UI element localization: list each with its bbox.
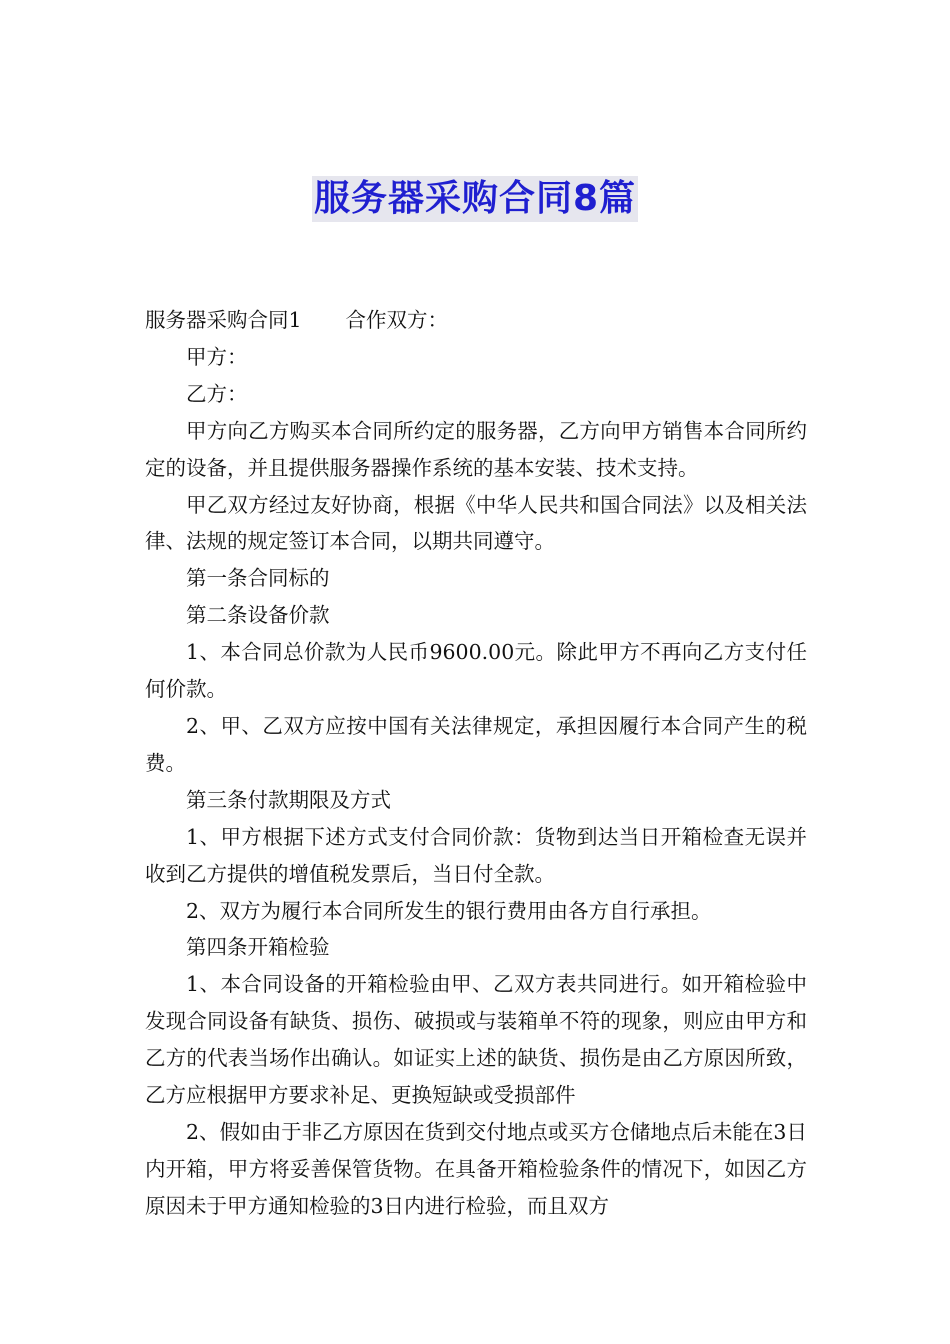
- article-3-heading: 第三条付款期限及方式: [186, 787, 391, 812]
- party-a-line: 甲方：: [186, 344, 248, 369]
- article-4-heading: 第四条开箱检验: [186, 935, 330, 960]
- article-2-clause-1: 1、本合同总价款为人民币9600.00元。除此甲方不再向乙方支付任何价款。: [145, 640, 807, 702]
- contract-heading-line: [145, 302, 807, 339]
- article-4-clause-1: 1、本合同设备的开箱检验由甲、乙双方表共同进行。如开箱检验中发现合同设备有缺货、损伤、破损或与装箱单不符的现象，则应由甲方和乙方的代表当场作出确认。如证实上述的缺货、损伤是由乙方原因所致，乙方应根据甲方要求补足、更换短缺或受损部件: [145, 972, 807, 1108]
- title-container: [0, 176, 950, 222]
- party-b-line: 乙方：: [186, 381, 248, 406]
- parties-label: 合作双方：: [345, 308, 449, 332]
- article-3-clause-2: 2、双方为履行本合同所发生的银行费用由各方自行承担。: [186, 898, 712, 923]
- article-2-heading: 第二条设备价款: [186, 603, 330, 628]
- article-1-heading: 第一条合同标的: [186, 566, 330, 591]
- article-4-clause-2: 2、假如由于非乙方原因在货到交付地点或买方仓储地点后未能在3日内开箱，甲方将妥善保管货物。在具备开箱检验条件的情况下，如因乙方原因未于甲方通知检验的3日内进行检验，而且双方: [145, 1119, 807, 1218]
- document-title: 服务器采购合同8篇: [312, 176, 638, 222]
- contract-label: 服务器采购合同1: [145, 308, 302, 332]
- document-body: [145, 302, 807, 1225]
- paragraph-agreement: 甲乙双方经过友好协商，根据《中华人民共和国合同法》以及相关法律、法规的规定签订本合同，以期共同遵守。: [145, 492, 807, 554]
- paragraph-purpose: 甲方向乙方购买本合同所约定的服务器，乙方向甲方销售本合同所约定的设备，并且提供服务器操作系统的基本安装、技术支持。: [145, 418, 807, 480]
- article-3-clause-1: 1、甲方根据下述方式支付合同价款：货物到达当日开箱检查无误并收到乙方提供的增值税发票后，当日付全款。: [145, 824, 807, 886]
- article-2-clause-2: 2、甲、乙双方应按中国有关法律规定，承担因履行本合同产生的税费。: [145, 713, 807, 775]
